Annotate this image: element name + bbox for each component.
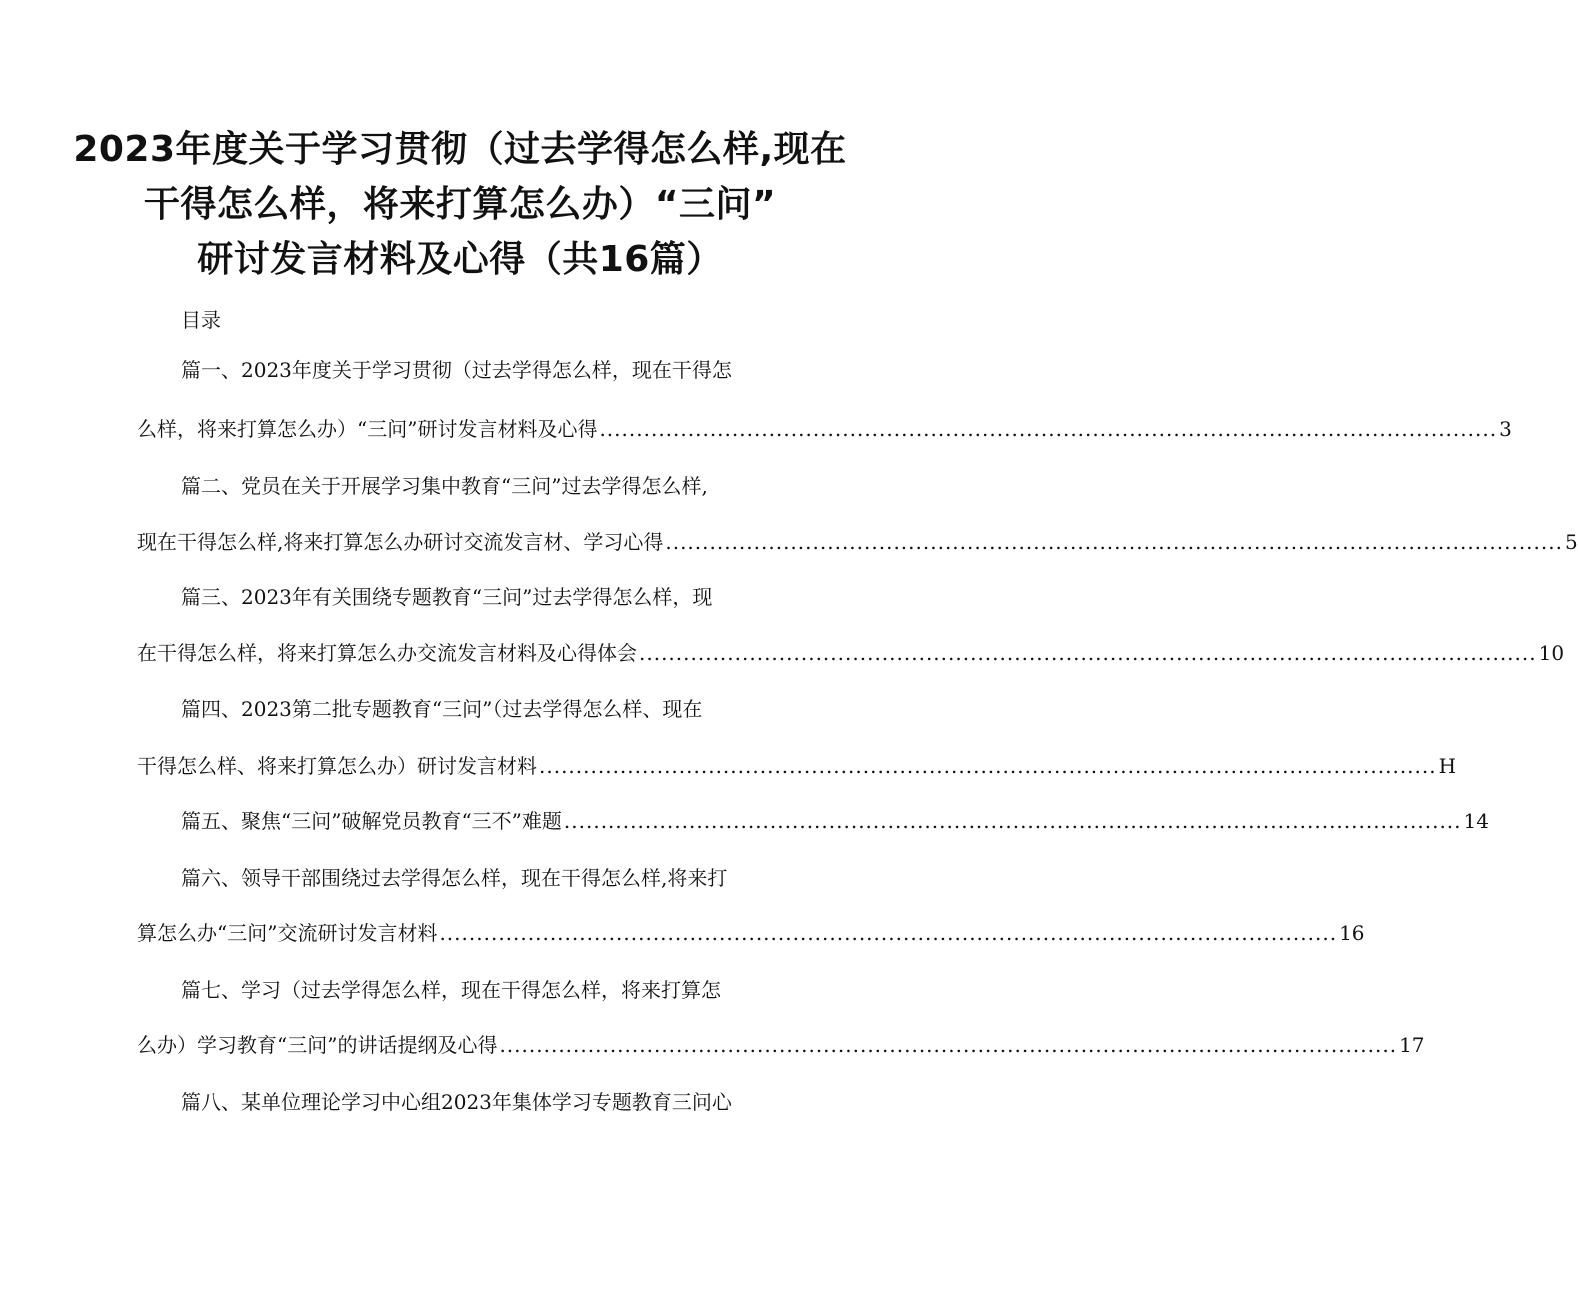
toc-entry-1-title-end: 么样，将来打算怎么办）“三问”研讨发言材料及心得: [137, 417, 598, 441]
toc-entry-7-line-1: 篇七、学习（过去学得怎么样，现在干得怎么样，将来打算怎: [181, 978, 721, 1002]
toc-entry-5-leader: ..........................................................................................................................: [563, 809, 1462, 833]
toc-entry-3-leader: ..........................................................................................................................: [639, 641, 1537, 665]
toc-entry-4-line-1: 篇四、2023第二批专题教育“三问”（过去学得怎么样、现在: [181, 697, 703, 721]
toc-entry-6-title-end: 算怎么办“三问”交流研讨发言材料: [137, 921, 438, 945]
toc-entry-6-line-1: 篇六、领导干部围绕过去学得怎么样，现在干得怎么样,将来打: [181, 866, 728, 890]
toc-entry-6-line-2: [137, 918, 1365, 948]
toc-entry-3-title-end: 在干得怎么样，将来打算怎么办交流发言材料及心得体会: [137, 641, 637, 665]
toc-entry-4-line-2: [137, 751, 1457, 781]
toc-entry-4-page-number: H: [1438, 754, 1457, 778]
toc-entry-2-title-end: 现在干得怎么样,将来打算怎么办研讨交流发言材、学习心得: [137, 530, 664, 554]
toc-entry-3-line-2: [137, 638, 1565, 668]
toc-entry-2-line-1: 篇二、党员在关于开展学习集中教育“三问”过去学得怎么样,: [181, 474, 708, 498]
toc-entry-2-leader: ..........................................................................................................................: [665, 530, 1563, 554]
toc-entry-2-page-number: 5: [1564, 530, 1578, 554]
toc-entry-6-page-number: 16: [1339, 921, 1365, 945]
toc-entry-4-title-end: 干得怎么样、将来打算怎么办）研讨发言材料: [137, 754, 537, 778]
toc-entry-3-line-1: 篇三、2023年有关围绕专题教育“三问”过去学得怎么样，现: [181, 585, 713, 609]
toc-entry-7-line-2: [137, 1030, 1425, 1060]
toc-entry-6-leader: ..........................................................................................................................: [439, 921, 1338, 945]
toc-entry-7-leader: ..........................................................................................................................: [499, 1033, 1398, 1057]
toc-entry-8-line-1: 篇八、某单位理论学习中心组2023年集体学习专题教育三问心: [181, 1090, 732, 1114]
toc-entry-7-title-end: 么办）学习教育“三问”的讲话提纲及心得: [137, 1033, 498, 1057]
toc-heading: 目录: [181, 308, 221, 332]
toc-entry-5-line: [181, 806, 1489, 836]
document-title-line-2: 干得怎么样，将来打算怎么办）“三问”: [143, 184, 777, 225]
toc-entry-4-leader: ..........................................................................................................................: [539, 754, 1437, 778]
toc-entry-2-line-2: [137, 527, 1578, 557]
toc-entry-5-title: 篇五、聚焦“三问”破解党员教育“三不”难题: [181, 809, 562, 833]
toc-entry-1-leader: ..........................................................................................................................: [599, 417, 1498, 441]
toc-entry-7-page-number: 17: [1399, 1033, 1425, 1057]
toc-entry-1-line-2: [137, 414, 1512, 444]
document-title-line-3: 研讨发言材料及心得（共16篇）: [197, 239, 723, 280]
document-title-line-1: 2023年度关于学习贯彻（过去学得怎么样,现在: [73, 129, 847, 170]
toc-entry-1-line-1: 篇一、2023年度关于学习贯彻（过去学得怎么样，现在干得怎: [181, 358, 732, 382]
toc-entry-3-page-number: 10: [1538, 641, 1565, 665]
toc-entry-5-page-number: 14: [1463, 809, 1489, 833]
toc-entry-1-page-number: 3: [1499, 417, 1512, 441]
